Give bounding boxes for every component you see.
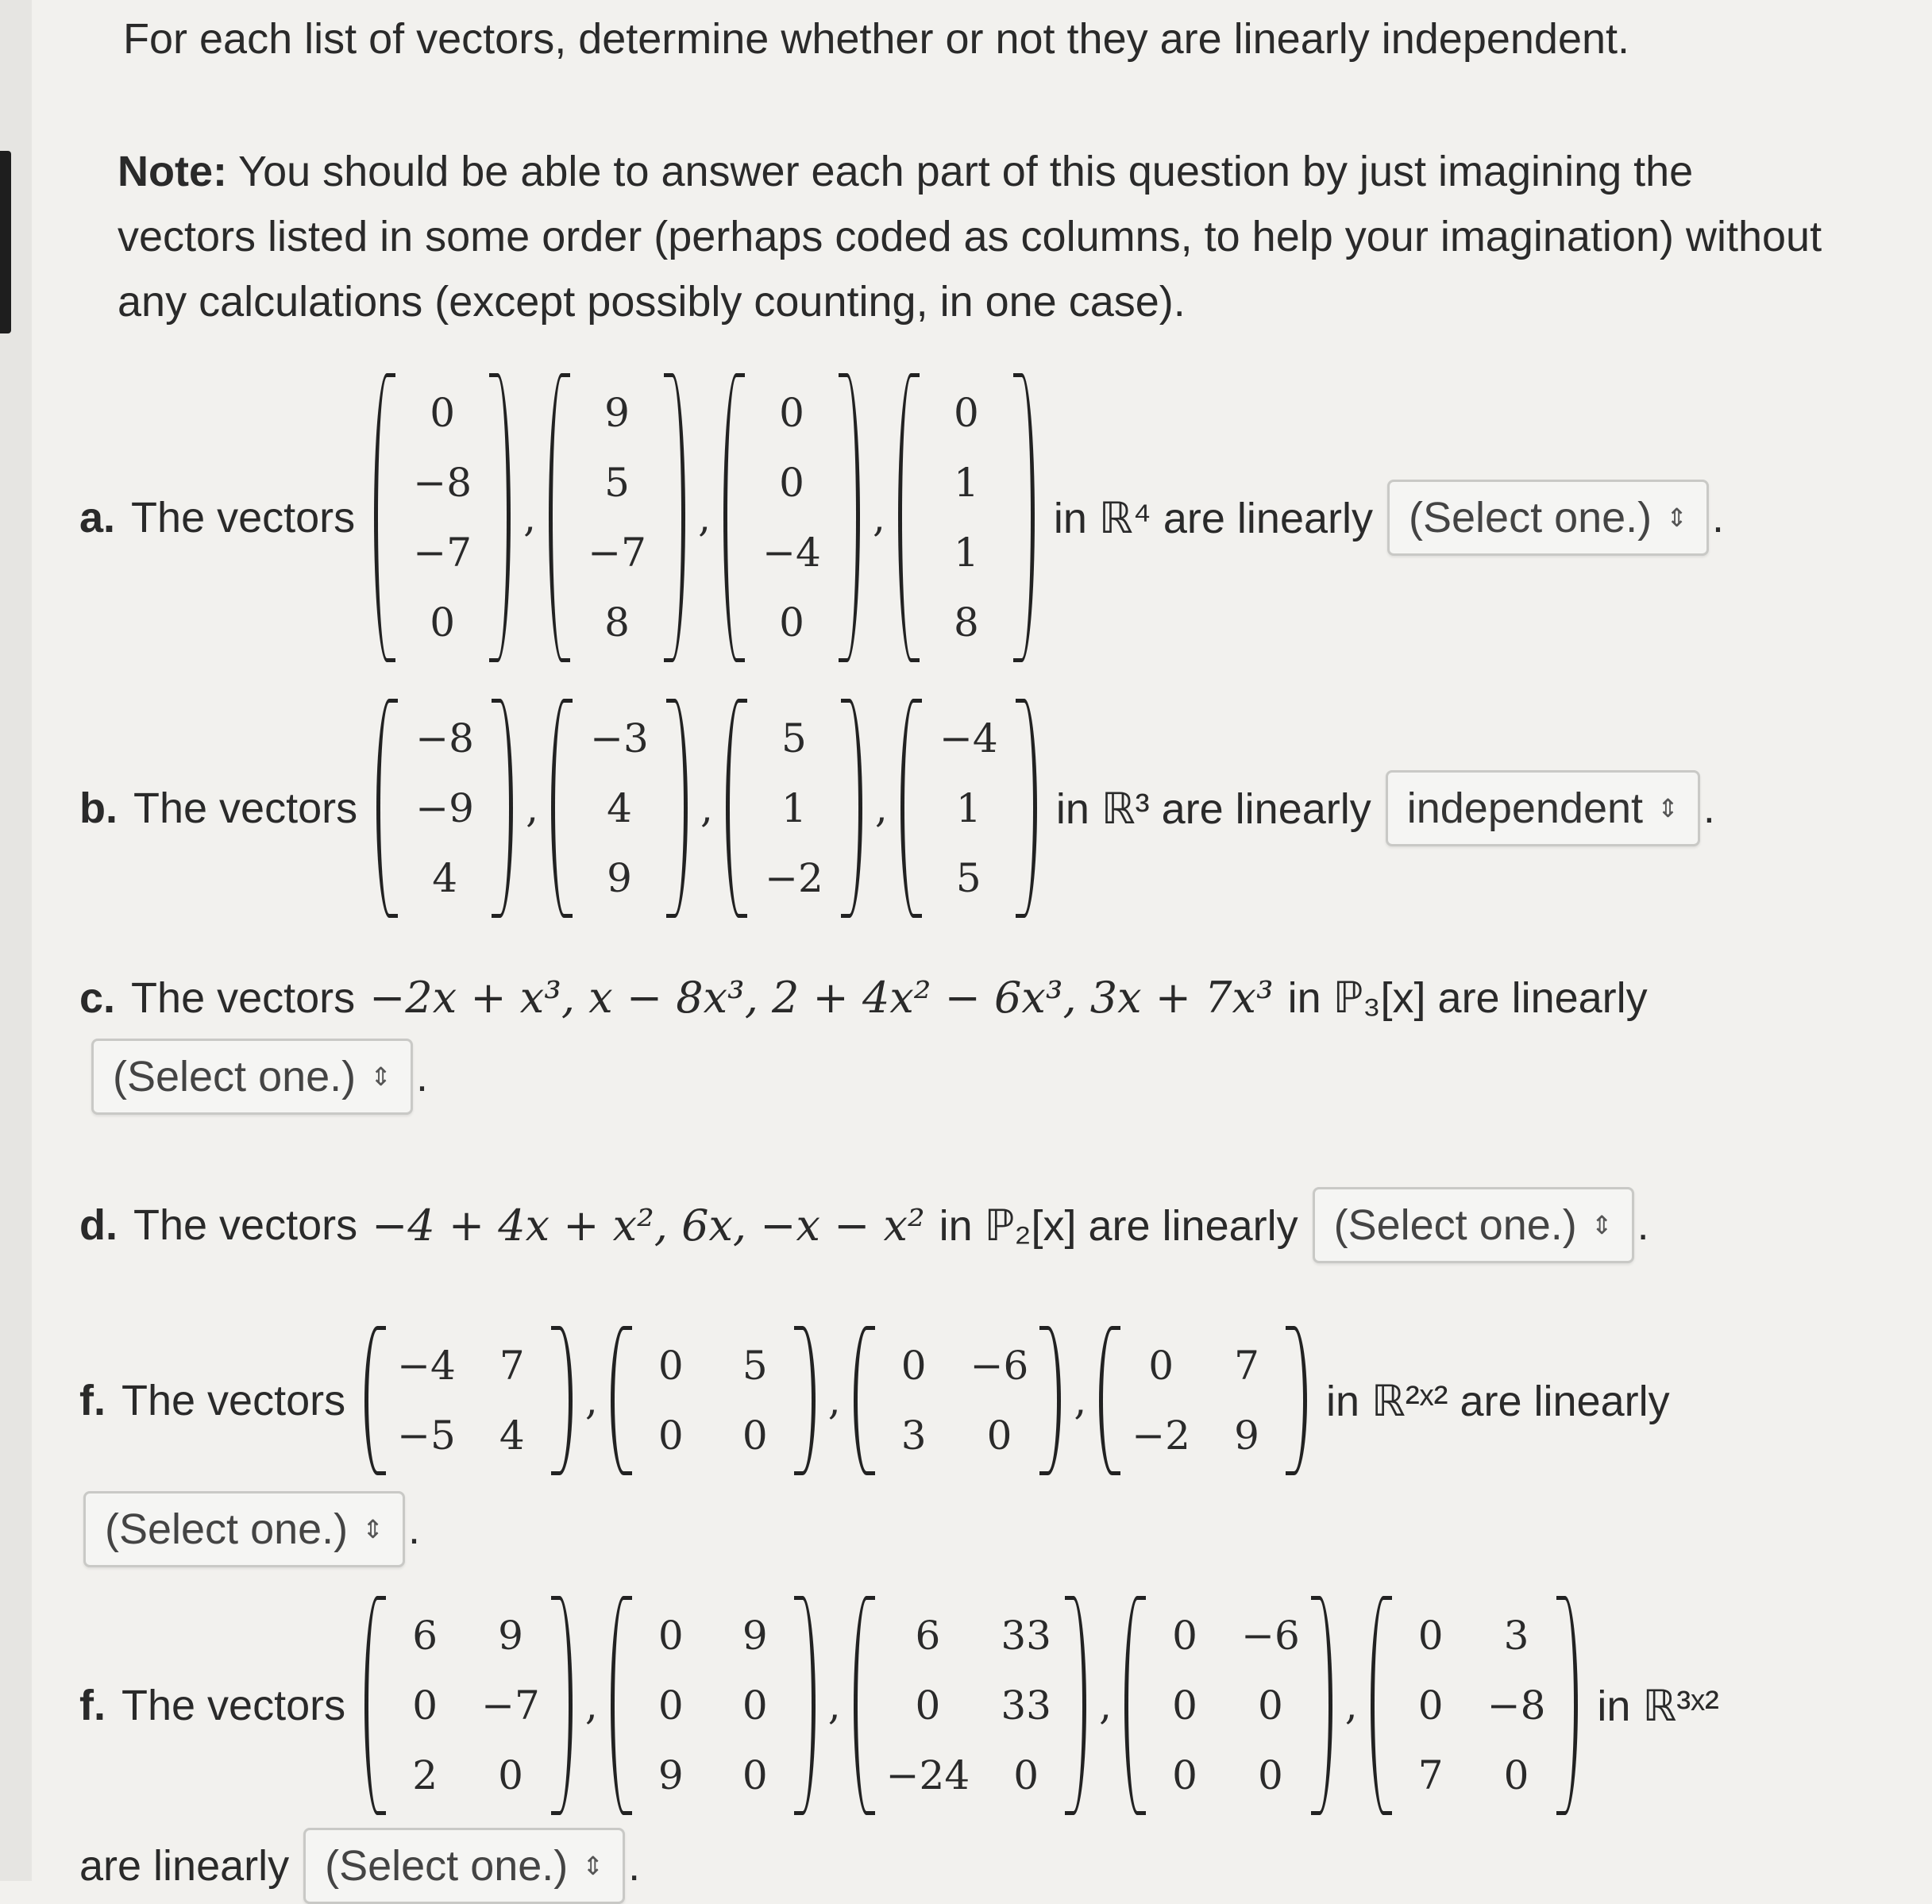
part-c-select-value: (Select one.) (113, 1053, 357, 1100)
part-b-space: in ℝ³ are linearly (1055, 784, 1371, 833)
comma: , (584, 1378, 598, 1424)
left-paren (364, 1326, 386, 1475)
matrix-entry: 6 (915, 1613, 941, 1659)
comma: , (872, 495, 885, 541)
vector-entries (747, 699, 841, 918)
vector-entry: 1 (953, 460, 979, 506)
part-d-lead: The vectors (133, 1201, 358, 1249)
note-text: You should be able to answer each part of this question by just imagining the vectors listed in some order (perhaps coded as columns, to help your imagination) without any calculations (except possibly counting, in one case). (118, 148, 1822, 326)
right-paren (551, 1596, 573, 1815)
right-paren (1556, 1596, 1578, 1815)
part-a-vector-3 (723, 373, 860, 662)
part-f1-matrix-4 (1099, 1326, 1307, 1475)
left-tab-marker (0, 151, 11, 333)
matrix-entries (875, 1326, 1040, 1475)
part-f1-label: f. (79, 1377, 106, 1424)
part-c-select[interactable] (91, 1039, 413, 1115)
matrix-entry: 7 (1417, 1752, 1444, 1798)
left-paren (549, 373, 570, 662)
part-c-space: in ℙ₃[x] are linearly (1287, 974, 1648, 1022)
left-paren (1371, 1596, 1392, 1815)
vector-entry: −9 (415, 785, 474, 831)
vector-entry: −8 (415, 715, 474, 761)
right-paren (1039, 1326, 1061, 1475)
left-paren (611, 1326, 632, 1475)
part-d-select-value: (Select one.) (1333, 1201, 1577, 1249)
part-f1-matrix-3 (854, 1326, 1062, 1475)
matrix-entry: −2 (1132, 1413, 1190, 1459)
left-paren (611, 1596, 632, 1815)
matrix-entry: 0 (1258, 1752, 1283, 1798)
matrix-entry: 0 (742, 1413, 768, 1459)
matrix-entry: 0 (657, 1413, 684, 1459)
comma: , (698, 495, 711, 541)
part-b: b. The vectors −8 −9 4 , −3 4 9 , 5 1 −2 , −4 1 5 in ℝ³ are linearly independent ⇕ . (79, 699, 1906, 918)
right-paren (841, 699, 862, 918)
left-paren (376, 699, 398, 918)
part-f1-lead: The vectors (121, 1377, 346, 1424)
vector-entry: 0 (430, 390, 456, 436)
left-paren (1099, 1326, 1120, 1475)
matrix-entry: 33 (1001, 1613, 1051, 1659)
part-f-3x2: f. The vectors 6 9 0 −7 2 0 , 0 9 0 0 9 0 , 6 33 0 33 −24 0 , 0 −6 0 0 0 0 , 0 3 0 −8 7 0 in ℝ³ˣ² are linearly (Select one.) ⇕ . (79, 1596, 1906, 1904)
vector-entry: 1 (781, 785, 807, 831)
part-a-vectors (369, 373, 1039, 662)
matrix-entry: 0 (1148, 1343, 1174, 1389)
vector-entry: 4 (432, 855, 458, 901)
vector-entry: −2 (765, 855, 823, 901)
vector-entry: −3 (590, 715, 649, 761)
matrix-entry: 0 (498, 1752, 523, 1798)
part-a-select[interactable] (1387, 480, 1709, 556)
part-c-label: c. (79, 973, 116, 1022)
part-c-lead: The vectors (131, 973, 356, 1022)
right-paren (794, 1326, 816, 1475)
matrix-entry: 0 (1013, 1752, 1039, 1798)
part-a-vector-4 (898, 373, 1035, 662)
part-d-select[interactable] (1313, 1187, 1634, 1263)
comma: , (526, 785, 539, 831)
matrix-entry: −6 (970, 1343, 1029, 1389)
part-b-vector-3 (726, 699, 862, 918)
vector-entries (395, 373, 489, 662)
chevron-up-down-icon: ⇕ (362, 1515, 384, 1544)
matrix-entries (632, 1326, 794, 1475)
part-a-label: a. (79, 494, 116, 542)
right-paren (1065, 1596, 1086, 1815)
matrix-entry: 0 (1172, 1682, 1197, 1729)
matrix-entry: 0 (1172, 1613, 1197, 1659)
chevron-up-down-icon: ⇕ (1657, 794, 1679, 823)
part-f1-select-value: (Select one.) (105, 1505, 349, 1553)
part-c: c. The vectors −2x + x³, x − 8x³, 2 + 4x² − 6x³, 3x + 7x³ in ℙ₃[x] are linearly (Select one.) ⇕ . (79, 973, 1906, 1115)
chevron-up-down-icon: ⇕ (1666, 503, 1687, 532)
part-a-space: in ℝ⁴ are linearly (1053, 494, 1374, 542)
vector-entry: 0 (779, 460, 804, 506)
matrix-entry: −5 (397, 1413, 456, 1459)
part-d-expression: −4 + 4x + x², 6x, −x − x² (372, 1200, 925, 1251)
part-f2-matrix-1 (364, 1596, 573, 1815)
part-d-label: d. (79, 1201, 118, 1249)
part-b-select[interactable] (1386, 770, 1700, 846)
left-paren (723, 373, 745, 662)
left-paren (854, 1596, 875, 1815)
vector-entry: 5 (781, 715, 807, 761)
matrix-entry: 2 (412, 1752, 438, 1798)
part-d: d. The vectors −4 + 4x + x², 6x, −x − x² in ℙ₂[x] are linearly (Select one.) ⇕ . (79, 1187, 1906, 1263)
part-a-vector-1 (374, 373, 511, 662)
matrix-entry: 9 (657, 1752, 684, 1798)
vector-entries (398, 699, 492, 918)
right-paren (1311, 1596, 1332, 1815)
right-paren (1016, 699, 1037, 918)
left-paren (726, 699, 747, 918)
matrix-entry: 9 (1234, 1413, 1259, 1459)
vector-entry: −7 (413, 530, 472, 576)
matrix-entries (1146, 1596, 1311, 1815)
vector-entry: 4 (607, 785, 632, 831)
matrix-entry: 3 (900, 1413, 927, 1459)
chevron-up-down-icon: ⇕ (1591, 1211, 1613, 1239)
matrix-entry: 0 (742, 1752, 768, 1798)
vector-entry: 9 (604, 390, 630, 436)
right-paren (666, 699, 688, 918)
matrix-entry: 9 (742, 1613, 768, 1659)
vector-entry: 0 (779, 599, 804, 646)
vector-entry: −4 (762, 530, 821, 576)
comma: , (523, 495, 537, 541)
vector-entry: −4 (939, 715, 998, 761)
vector-entry: −7 (588, 530, 646, 576)
matrix-entry: 0 (1258, 1682, 1283, 1729)
part-f2-label: f. (79, 1682, 106, 1729)
right-paren (492, 699, 513, 918)
part-f2-select-value: (Select one.) (325, 1842, 569, 1890)
matrix-entry: 0 (1417, 1613, 1444, 1659)
matrix-entry: −4 (397, 1343, 456, 1389)
left-paren (900, 699, 922, 918)
vector-entry: 1 (955, 785, 981, 831)
vector-entry: 9 (607, 855, 632, 901)
vector-entries (922, 699, 1016, 918)
matrix-entry: 0 (1417, 1682, 1444, 1729)
matrix-entry: 0 (986, 1413, 1012, 1459)
matrix-entry: 33 (1001, 1682, 1051, 1729)
part-a: a. The vectors 0 −8 −7 0 , 9 5 −7 8 , 0 0 −4 0 , 0 1 1 8 in ℝ⁴ are linearly (Select one.) ⇕ . (79, 373, 1906, 662)
part-f2-matrices (360, 1596, 1583, 1815)
part-b-label: b. (79, 784, 118, 832)
question-intro: For each list of vectors, determine whether or not they are linearly independent. (123, 15, 1630, 63)
part-f1-space: in ℝ²ˣ² are linearly (1325, 1377, 1670, 1425)
part-b-select-value: independent (1406, 784, 1644, 832)
vector-entries (573, 699, 666, 918)
part-f2-space: in ℝ³ˣ² (1597, 1682, 1719, 1730)
part-f1-matrix-1 (364, 1326, 573, 1475)
part-d-space: in ℙ₂[x] are linearly (939, 1201, 1298, 1250)
part-f2-matrix-2 (611, 1596, 816, 1815)
matrix-entry: 6 (412, 1613, 438, 1659)
part-f2-matrix-4 (1124, 1596, 1332, 1815)
matrix-entry: 3 (1503, 1613, 1529, 1659)
left-paren (364, 1596, 386, 1815)
part-a-vector-2 (549, 373, 685, 662)
part-f2-matrix-3 (854, 1596, 1087, 1815)
vector-entry: 0 (779, 390, 804, 436)
matrix-entry: 5 (742, 1343, 768, 1389)
vector-entry: −8 (413, 460, 472, 506)
comma: , (827, 1682, 841, 1729)
matrix-entries (1120, 1326, 1286, 1475)
left-paren (898, 373, 920, 662)
part-a-lead: The vectors (131, 494, 356, 542)
matrix-entries (875, 1596, 1066, 1815)
comma: , (827, 1378, 841, 1424)
right-paren (489, 373, 511, 662)
comma: , (1074, 1378, 1087, 1424)
comma: , (584, 1682, 598, 1729)
left-paren (1124, 1596, 1146, 1815)
part-a-select-value: (Select one.) (1409, 494, 1652, 542)
matrix-entry: −7 (481, 1682, 540, 1729)
vector-entry: 8 (604, 599, 630, 646)
vector-entry: 0 (430, 599, 456, 646)
matrix-entries (632, 1596, 794, 1815)
vector-entries (570, 373, 664, 662)
part-b-vector-2 (551, 699, 688, 918)
matrix-entry: −8 (1487, 1682, 1546, 1729)
vector-entry: 1 (953, 530, 979, 576)
part-b-vectors (372, 699, 1042, 918)
part-f2-tail: are linearly (79, 1842, 290, 1890)
part-f2-select[interactable] (303, 1828, 625, 1904)
matrix-entries (1392, 1596, 1557, 1815)
comma: , (1344, 1682, 1358, 1729)
matrix-entry: −24 (885, 1752, 970, 1798)
part-f1-matrix-2 (611, 1326, 816, 1475)
matrix-entry: 0 (657, 1343, 684, 1389)
comma: , (874, 785, 888, 831)
vector-entry: 5 (604, 460, 630, 506)
note-paragraph (118, 139, 1825, 334)
left-paren (374, 373, 395, 662)
part-f1-matrices (360, 1326, 1312, 1475)
part-f-2x2: f. The vectors −4 7 −5 4 , 0 5 0 0 , 0 −6 3 0 , 0 7 −2 9 in ℝ²ˣ² are linearly (Select one.) ⇕ . (79, 1326, 1906, 1567)
matrix-entry: 7 (499, 1343, 525, 1389)
matrix-entries (386, 1596, 551, 1815)
comma: , (1099, 1682, 1113, 1729)
chevron-up-down-icon: ⇕ (582, 1852, 604, 1880)
right-paren (839, 373, 860, 662)
matrix-entries (386, 1326, 551, 1475)
matrix-entry: −6 (1241, 1613, 1300, 1659)
chevron-up-down-icon: ⇕ (370, 1062, 391, 1091)
matrix-entry: 0 (900, 1343, 927, 1389)
vector-entries (920, 373, 1013, 662)
part-c-expression: −2x + x³, x − 8x³, 2 + 4x² − 6x³, 3x + 7x³ (369, 973, 1274, 1023)
vector-entries (745, 373, 839, 662)
matrix-entry: 0 (915, 1682, 941, 1729)
vector-entry: 0 (953, 390, 979, 436)
note-label: Note: (118, 148, 227, 195)
right-paren (1286, 1326, 1307, 1475)
part-f2-lead: The vectors (121, 1682, 346, 1729)
matrix-entry: 7 (1234, 1343, 1259, 1389)
part-b-vector-4 (900, 699, 1037, 918)
matrix-entry: 0 (1172, 1752, 1197, 1798)
part-f2-matrix-5 (1371, 1596, 1579, 1815)
matrix-entry: 0 (657, 1613, 684, 1659)
right-paren (794, 1596, 816, 1815)
matrix-entry: 0 (1503, 1752, 1529, 1798)
right-paren (551, 1326, 573, 1475)
right-paren (664, 373, 685, 662)
comma: , (700, 785, 713, 831)
matrix-entry: 4 (499, 1413, 525, 1459)
vector-entry: 8 (953, 599, 979, 646)
matrix-entry: 0 (742, 1682, 768, 1729)
matrix-entry: 9 (498, 1613, 523, 1659)
part-f1-select[interactable] (83, 1491, 405, 1567)
matrix-entry: 0 (657, 1682, 684, 1729)
matrix-entry: 0 (412, 1682, 438, 1729)
vector-entry: 5 (955, 855, 981, 901)
part-b-vector-1 (376, 699, 513, 918)
right-paren (1013, 373, 1035, 662)
left-paren (854, 1326, 875, 1475)
left-paren (551, 699, 573, 918)
part-b-lead: The vectors (133, 784, 358, 832)
